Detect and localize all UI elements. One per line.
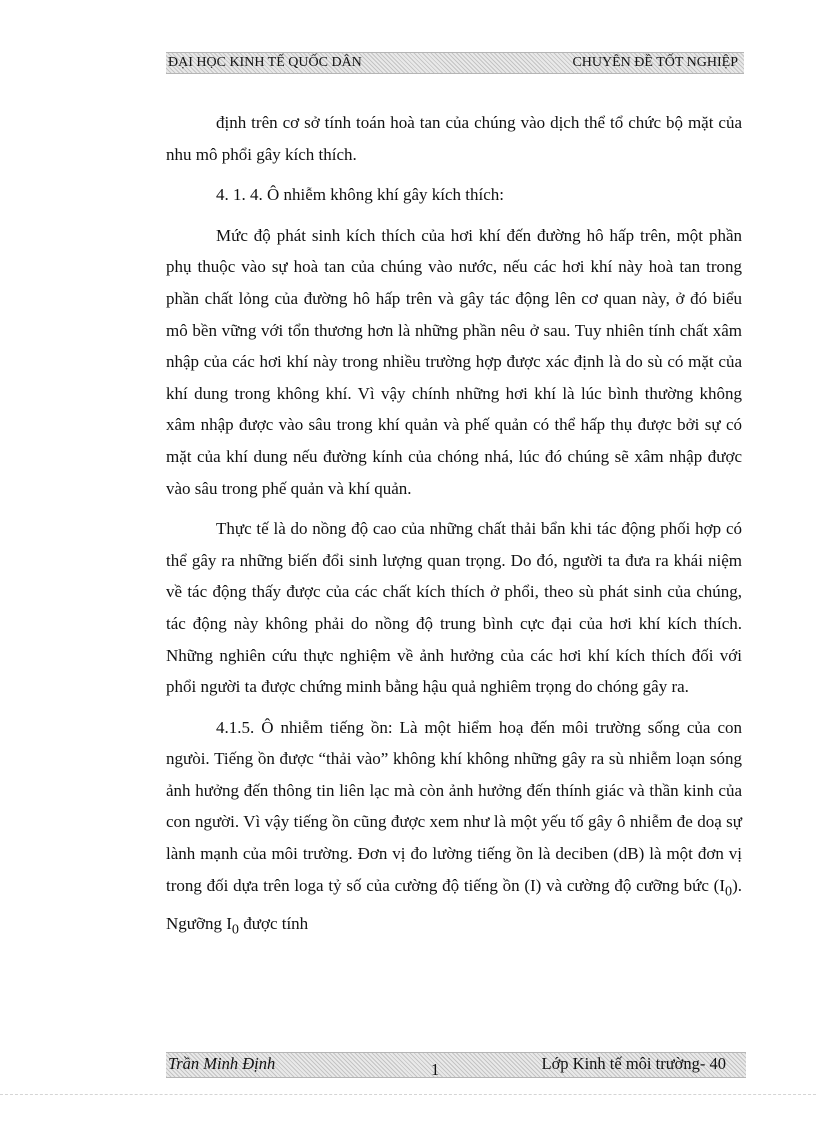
- document-body: [166, 107, 742, 955]
- subscript-zero: 0: [725, 883, 733, 900]
- paragraph-continuation: định trên cơ sở tính toán hoà tan của chúng vào dịch thể tổ chức bộ mặt của nhu mô phổi gây kích thích.: [166, 113, 742, 164]
- noise-text: 4.1.5. Ô nhiễm tiếng ồn: Là một hiểm hoạ đến môi trường sống của con ngưòi. Tiếng ồn được “thải vào” không khí không những gây ra sù nhiễm loạn sóng ảnh hưởng đến thông tin liên lạc mà còn ảnh hưởng đến thính giác và thần kinh của con người. Vì vậy tiếng ồn cũng được xem như là một yếu tố gây ô nhiễm đe doạ sự lành mạnh của môi trường. Đơn vị đo lường tiếng ồn là deciben (dB) là một đơn vị trong đối dựa trên loga tỷ số của cường độ tiếng ồn (I) và cường độ cưỡng bức (I: [166, 717, 742, 895]
- footer-author: Trần Minh Định: [168, 1054, 276, 1073]
- section-heading-4-1-4: 4. 1. 4. Ô nhiễm không khí gây kích thích:: [216, 185, 505, 205]
- noise-text-mid: ). Ngưỡng I: [166, 875, 742, 933]
- header-university: ĐẠI HỌC KINH TẾ QUỐC DÂN: [168, 55, 362, 70]
- footer-class: Lớp Kinh tế môi trường- 40: [541, 1054, 726, 1073]
- paragraph-noise-pollution: [166, 712, 742, 946]
- page-header: [166, 52, 744, 74]
- header-document-type: CHUYÊN ĐỀ TỐT NGHIỆP: [572, 55, 738, 70]
- noise-text-end: được tính: [238, 913, 309, 933]
- page-number: 1: [431, 1060, 440, 1079]
- paragraph-irritant-gases: Mức độ phát sinh kích thích của hơi khí đến đường hô hấp trên, một phần phụ thuộc vào sự hoà tan của chúng vào nước, nếu các hơi khí này hoà tan trong phần chất lỏng của đường hô hấp trên và gây tác động lên cơ quan này, ở đó biểu mô bền vững với tổn thương hơn là những phần nêu ở sau. Tuy nhiên tính chất xâm nhập của các hơi khí này trong nhiều trường hợp được xác định là do sù có mặt của khí dung trong không khí. Vì vậy chính những hơi khí là lúc bình thường không xâm nhập được vào sâu trong khí quản và phế quản có thể hấp thụ được bởi sự có mặt của khí dung nếu đường kính của chóng nhá, lúc đó chúng sẽ xâm nhập được vào sâu trong phế quản và khí quản.: [166, 225, 742, 498]
- page-divider: [0, 1094, 816, 1095]
- paragraph-combined-effects: Thực tế là do nồng độ cao của những chất thải bẩn khi tác động phối hợp có thể gây ra những biến đổi sinh lượng quan trọng. Do đó, người ta đưa ra khái niệm về tác động thấy được của các chất kích thích ở phổi, theo sù phát sinh của chúng, tác động này không phải do nồng độ trung bình cực đại của hơi khí kích thích. Những nghiên cứu thực nghiệm về ảnh hưởng của các hơi khí kích thích đối với phổi người ta được chứng minh bằng hậu quả nghiêm trọng do chóng gây ra.: [166, 519, 742, 697]
- page-footer: [166, 1052, 746, 1078]
- subscript-zero: 0: [231, 921, 239, 938]
